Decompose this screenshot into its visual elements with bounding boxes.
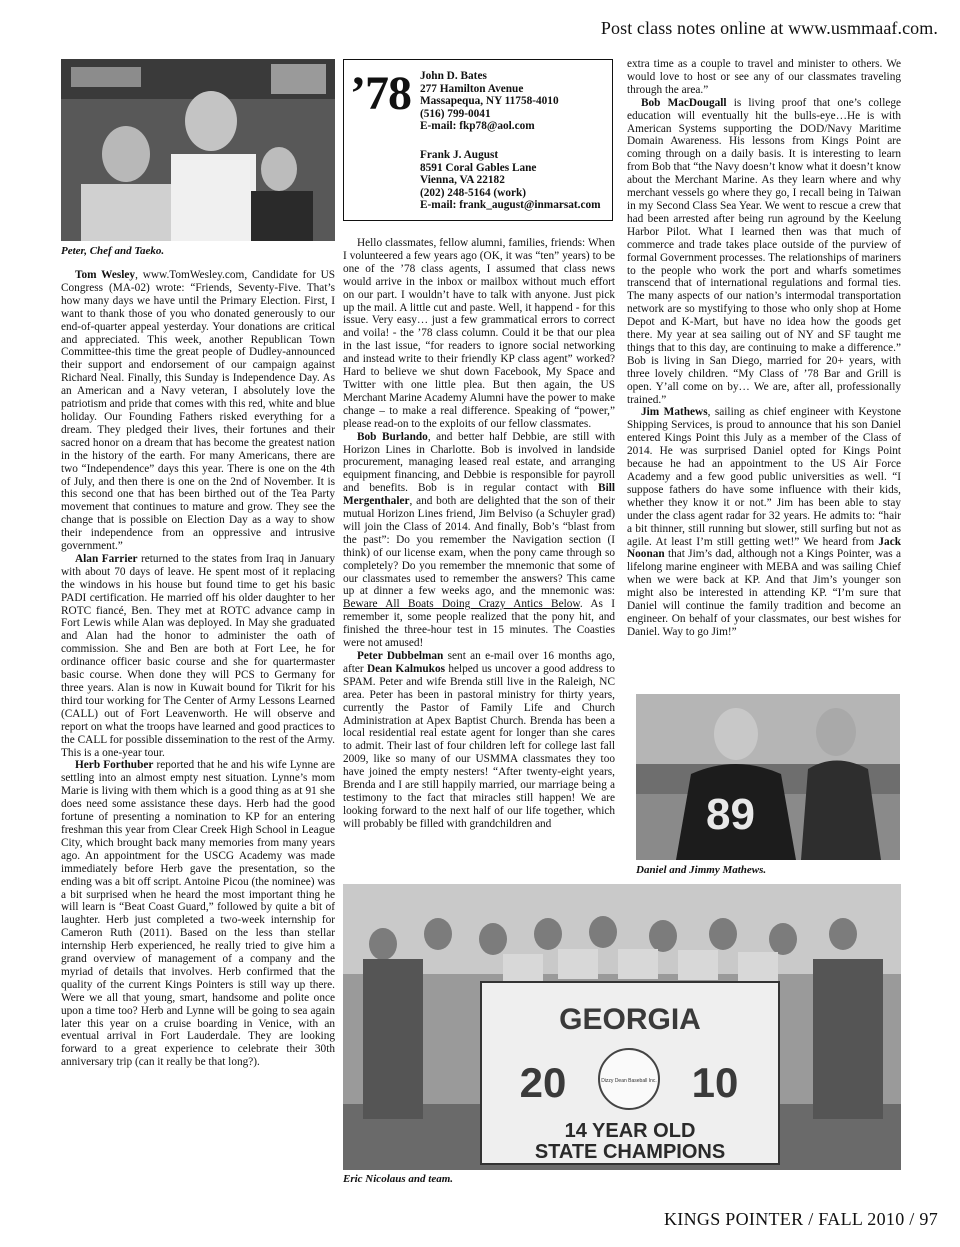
agent-street: 277 Hamilton Avenue [420, 82, 524, 95]
agent-phone: (516) 799-0041 [420, 107, 491, 120]
column-3 [627, 58, 901, 639]
paragraph: extra time as a couple to travel and minister to others. We would love to host or see any of our classmates traveling through the area.” [627, 58, 901, 96]
classmate-name: Alan Farrier [75, 552, 138, 565]
agent-name: John D. Bates [420, 70, 487, 82]
banner-year-right: 10 [691, 1059, 739, 1106]
classmate-name: Tom Wesley [75, 269, 136, 281]
column-1 [61, 269, 335, 1069]
banner-bottom-line-2: STATE CHAMPIONS [534, 1141, 726, 1163]
agent-phone: (202) 248-5164 (work) [420, 186, 527, 199]
paragraph: Peter Dubbelman sent an e-mail over 16 months ago, after Dean Kalmukos helped us uncover a good address to SPAM. Peter and wife Brenda still live in the Raleigh, NC area. Peter has been in pastoral ministry for thirty years, currently the Pastor of Family Life and Church Administration at Apex Baptist Church. Brenda has been a local residential real estate agent for longer than she cares to admit. Their last of four children left for college last fall 2009, like so many of our USMMA classmates they too have joined the empty nesters! “After twenty-eight years, Brenda and I are still happily married, our marriage being a testimony to the fact that miracles still happen! We are looking forward to the next half of our life together, which will probably be filled with grandchildren and [343, 650, 616, 830]
photo-caption: Peter, Chef and Taeko. [61, 245, 165, 257]
photo-eric-nicolaus-team [343, 884, 901, 1170]
classmate-name: Bob MacDougall [641, 96, 727, 109]
header-url-note: Post class notes online at www.usmmaaf.com. [600, 18, 938, 38]
agent-city: Massapequa, NY 11758-4010 [420, 95, 559, 108]
classmate-name: Bob Burlando [357, 430, 428, 443]
classmate-name: Herb Forthuber [75, 759, 154, 772]
banner-year-left: 20 [519, 1059, 567, 1106]
mnemonic: Beware All Boats Doing Crazy Antics Below [343, 598, 580, 611]
paragraph: Bob Burlando, and better half Debbie, are still with Horizon Lines in Charlotte. Bob is involved in landside procurement, managing leased real estate, and arranging equipment financing, and Debbie is responsible for payroll and benefits. Bob is in regular contact with Bill Mergenthaler, and both are delighted that the son of their mutual Horizon Lines friend, Jim Belviso (a Schuyler grad) will join the Class of 2014. And finally, Bob’s “blast from the past”: Do you remember the Navigation section (I think) of our license exam, when the pony came through so completely? Do you remember the mnemonic that some of our classmates used to remember the answers? This came up at dinner a few weeks ago, and the mnemonic was: Beware All Boats Doing Crazy Antics Below. As I remember it, some people realized that the pony hit, and finished the three-hour test in 15 minutes. The Coasties were not amused! [343, 430, 615, 650]
class-agent-2 [420, 149, 601, 212]
jersey-number: 89 [706, 790, 755, 839]
classmate-name: Peter Dubbelman [357, 650, 444, 662]
paragraph: Bob MacDougall is living proof that one’s college education will eventually hit the bulls-eye…He is with American Systems supporting the DOD/Navy Maritime Domain Awareness. His lessons from Kings Point are coming through on a daily basis. It is interesting to learn from Bob that “the Navy doesn’t know what it doesn’t know about the Merchant Marine. As they learn where and why merchant vessels go where they go, I recall being in Taiwan in my Second Class Sea Year. We went to rescue a crew that had been arrested after being run aground by the Keelung Harbor Pilot. What I learned then was that much of commerce and trade takes place outside of the purview of formal Government processes. The relationships of mariners to the people who work the port and wharfs sometimes transcend that of international regulations and formal ties. The many aspects of our nation’s intermodal transportation network are so mystifying to those who only shop at Home Depot and K-Mart, but have no idea how the goods get there. My year at sea sailing out of NY and SF taught me things that to this day, are continuing to make a difference.” Bob is living in San Diego, married for 20+ years, with three lovely children. “My Class of ’78 Bar and Grill is open. Y’all come on by… We are, after all, professionally trained.” [627, 96, 902, 406]
page-footer: KINGS POINTER / FALL 2010 / 97 [664, 1209, 938, 1229]
paragraph: Hello classmates, fellow alumni, families, friends: When I volunteered a few years ago (OK, it was “ten” years) to be one of the ’78 class agents, I assumed that class news would arrive in the inbox or mailbox without much effort on our part. I wouldn’t have to talk with anyone. Just pick up the mail. A little cut and paste. Well, it happend - for this issue. Very easy… just a few grammatical errors to correct and voila! - the ’78 class column. Could it be that our plea in the last issue, “for readers to ignore social networking and instead write to their friendly KP class agent” worked? Hard to believe we shut down Facebook, My Space and Twitter with one little plea. But then again, the US Merchant Marine Academy Alumni have the power to make change – to make a real difference. Speaking of “power,” please read-on to the exploits of our fellow classmates. [343, 237, 615, 430]
agent-city: Vienna, VA 22182 [420, 174, 505, 187]
agent-name: Frank J. August [420, 149, 499, 161]
photo-caption: Daniel and Jimmy Mathews. [636, 864, 767, 876]
class-agent-box [343, 59, 613, 221]
agent-email[interactable]: E-mail: fkp78@aol.com [420, 120, 535, 133]
paragraph: Herb Forthuber reported that he and his wife Lynne are settling into an almost empty nest situation. Lynne’s mom Marie is living with them which is a good thing as at 91 she does need some assistance these days. Herb had the good fortune of presenting a nomination to KP for an entering freshman this year from Clear Creek High School in League City, which brought back many memories from many years ago. An appointment for the USCG Academy was made immediately before Herb gave the presentation, so the ending was a bit off script. Antoine Picou (the nominee) was a bit surprised when he heard the most important thing he will learn is “Beat Coast Guard,” followed by quite a bit of laughter. Herb just completed a two-week internship for Cameron Ruth (2011). Based on the less than stellar internship Herb experienced, he really tried to give him a grand overview of management of a company and the myriad of details that involves. Herb confirmed that the quality of the current Kings Pointers is still way up there. Were we all that young, smart, handsome and polite once upon a time too? Herb and Lynne will be going to sea again later this year on a cruise boarding in Venice, with an eventual arrival in Fort Lauderdale. They are looking forward to a great experience to celebrate their 30th anniversary trip (can it really be that long?). [61, 759, 335, 1069]
paragraph: Tom Wesley, www.TomWesley.com, Candidate for US Congress (MA-02) wrote: “Friends, Seventy-Five. That’s how many days we have until the Primary Election. First, I want to thank those of you who donated generously to our end-of-quarter appeal yesterday. Your donations are critical and appreciated. This week, another Republican Town Committee-this time the great people of Dudley-announced their support and endorsement of our campaign against Richard Neal. Finally, this Sunday is Independence Day. As an American and a Navy veteran, I absolutely love the patriotism and pride that comes with this red, white and blue holiday. Our Founding Fathers risked everything for a dream. They pledged their lives, their fortunes and their sacred honor on a dream that has become the greatest nation in the history of the earth. For many Americans, there are two “Independence” days this year. There is one on the 4th of July, and then there is one on the 2nd of November. It is this second one that has been birthed out of the Tea Party movement that continues to mature and grow. They see the change that is possible on Election Day as a way to show their independence from an oppressive and intrusive government.” [61, 269, 336, 553]
classmate-name: Dean Kalmukos [367, 662, 446, 675]
paragraph: Jim Mathews, sailing as chief engineer with Keystone Shipping Services, is proud to announce that his son Daniel entered Kings Point this July as a member of the Class of 2014. He was surprised Daniel opted for Kings Point because he had an appointment to the US Air Force Academy and a few good public universities as well. “I suppose fathers do have some influence with their kids, whether they know it or not.” Jim has been able to stay under the class agent radar for 32 years. He admits to: “hair a bit thinner, still running but slower, still surfing but not as agile. At least I’m still getting wet!” We heard from Jack Noonan that Jim’s dad, although not a Kings Pointer, was a lifelong marine engineer with MEBA and was sailing Chief when we were back at KP. And that Jim’s younger son might also be interested in attending KP. “I’m sure that Daniel will continue the family tradition and become an engineer. On behalf of your classmates, our best wishes for Daniel. Way to go Jim!” [627, 406, 901, 638]
banner-top-text: GEORGIA [559, 1003, 701, 1036]
paragraph: Alan Farrier returned to the states from Iraq in January with about 70 days of leave. He spent most of it replacing the windows in his house but found time to get his basic PADI certification. He married off his older daughter to her ROTC fiancé, Ben. They met at ROTC advance camp in Fort Lewis while Alan was deployed. In May she graduated and Alan had the honor to administer the oath of commission. She and Ben are both at Fort Lee, he for ordinance officer basic course and she for quartermaster basic course. When done they will PCS to Germany for three years. Alan is now in Kuwait bound for Tikrit for his third tour working for The Center of Army Lessons Learned (CALL) out of Fort Leavenworth. He will observe and report on what the troops have learned and good practices to the CALL for possible dissemination to the rest of the Army. This is a one-year tour. [61, 552, 336, 759]
classmate-name: Jack Noonan [627, 535, 901, 561]
agent-street: 8591 Coral Gables Lane [420, 161, 537, 174]
photo-daniel-jimmy-mathews [636, 694, 900, 860]
agent-email[interactable]: E-mail: frank_august@inmarsat.com [420, 199, 601, 212]
banner-logo-text: Dizzy Dean Baseball Inc. [601, 1078, 657, 1084]
photo-peter-chef-taeko [61, 59, 335, 241]
class-year: ’78 [350, 67, 411, 120]
classmate-name: Bill Mergenthaler [343, 482, 615, 508]
photo-caption: Eric Nicolaus and team. [343, 1173, 454, 1185]
banner-bottom-line-1: 14 YEAR OLD [564, 1120, 696, 1142]
column-2 [343, 237, 615, 831]
classmate-name: Jim Mathews [641, 406, 708, 419]
class-agent-1 [420, 70, 559, 133]
